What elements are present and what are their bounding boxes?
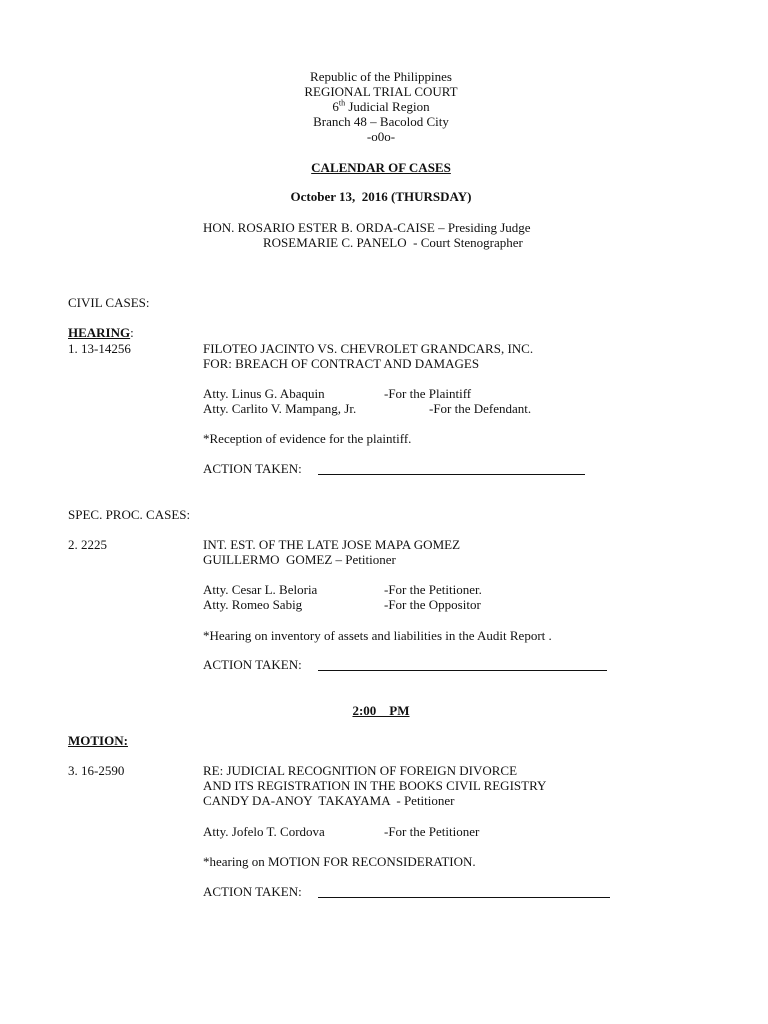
attorney-name: Atty. Linus G. Abaquin <box>203 386 325 401</box>
attorney-name: Atty. Romeo Sabig <box>203 597 303 612</box>
region-suffix: th <box>338 98 346 108</box>
case-subtitle: GUILLERMO GOMEZ – Petitioner <box>203 552 396 567</box>
spec-proc-heading: SPEC. PROC. CASES: <box>68 507 191 522</box>
case-title: RE: JUDICIAL RECOGNITION OF FOREIGN DIVORCE <box>203 763 518 778</box>
case-subtitle: FOR: BREACH OF CONTRACT AND DAMAGES <box>203 356 480 371</box>
region-text: Judicial Region <box>345 99 430 114</box>
civil-cases-heading: CIVIL CASES: <box>68 295 150 310</box>
action-taken-label: ACTION TAKEN: <box>203 657 302 672</box>
case-title: INT. EST. OF THE LATE JOSE MAPA GOMEZ <box>203 537 461 552</box>
attorney-name: Atty. Jofelo T. Cordova <box>203 824 325 839</box>
action-taken-line <box>318 474 585 475</box>
attorney-role: -For the Petitioner <box>384 824 480 839</box>
case-title: FILOTEO JACINTO VS. CHEVROLET GRANDCARS, INC. <box>203 341 534 356</box>
header-republic: Republic of the Philippines <box>310 69 452 84</box>
case-note: *Hearing on inventory of assets and liabilities in the Audit Report . <box>203 628 552 643</box>
header-court: REGIONAL TRIAL COURT <box>304 84 458 99</box>
case-number: 2. 2225 <box>68 537 107 552</box>
motion-heading: MOTION: <box>68 733 128 748</box>
action-taken-line <box>318 897 610 898</box>
region-number: 6 <box>332 99 339 114</box>
case-subtitle: AND ITS REGISTRATION IN THE BOOKS CIVIL REGISTRY <box>203 778 547 793</box>
case-number: 3. 16-2590 <box>68 763 125 778</box>
hearing-colon: : <box>130 325 134 340</box>
attorney-role: -For the Defendant. <box>429 401 532 416</box>
header-separator: -o0o- <box>366 129 396 144</box>
attorney-role: -For the Oppositor <box>384 597 481 612</box>
action-taken-line <box>318 670 607 671</box>
calendar-date: October 13, 2016 (THURSDAY) <box>290 189 472 204</box>
hearing-heading <box>68 325 134 340</box>
attorney-role: -For the Plaintiff <box>384 386 472 401</box>
hearing-label: HEARING <box>68 325 131 340</box>
case-number: 1. 13-14256 <box>68 341 131 356</box>
document-title: CALENDAR OF CASES <box>311 160 451 175</box>
header-region <box>0 99 762 114</box>
session-time: 2:00 PM <box>352 703 410 718</box>
case-petitioner: CANDY DA-ANOY TAKAYAMA - Petitioner <box>203 793 455 808</box>
attorney-name: Atty. Carlito V. Mampang, Jr. <box>203 401 357 416</box>
case-note: *hearing on MOTION FOR RECONSIDERATION. <box>203 854 476 869</box>
action-taken-label: ACTION TAKEN: <box>203 461 302 476</box>
attorney-name: Atty. Cesar L. Beloria <box>203 582 318 597</box>
case-note: *Reception of evidence for the plaintiff. <box>203 431 412 446</box>
presiding-judge: HON. ROSARIO ESTER B. ORDA-CAISE – Presiding Judge <box>203 220 531 235</box>
court-stenographer: ROSEMARIE C. PANELO - Court Stenographer <box>263 235 523 250</box>
attorney-role: -For the Petitioner. <box>384 582 482 597</box>
header-branch: Branch 48 – Bacolod City <box>313 114 449 129</box>
action-taken-label: ACTION TAKEN: <box>203 884 302 899</box>
